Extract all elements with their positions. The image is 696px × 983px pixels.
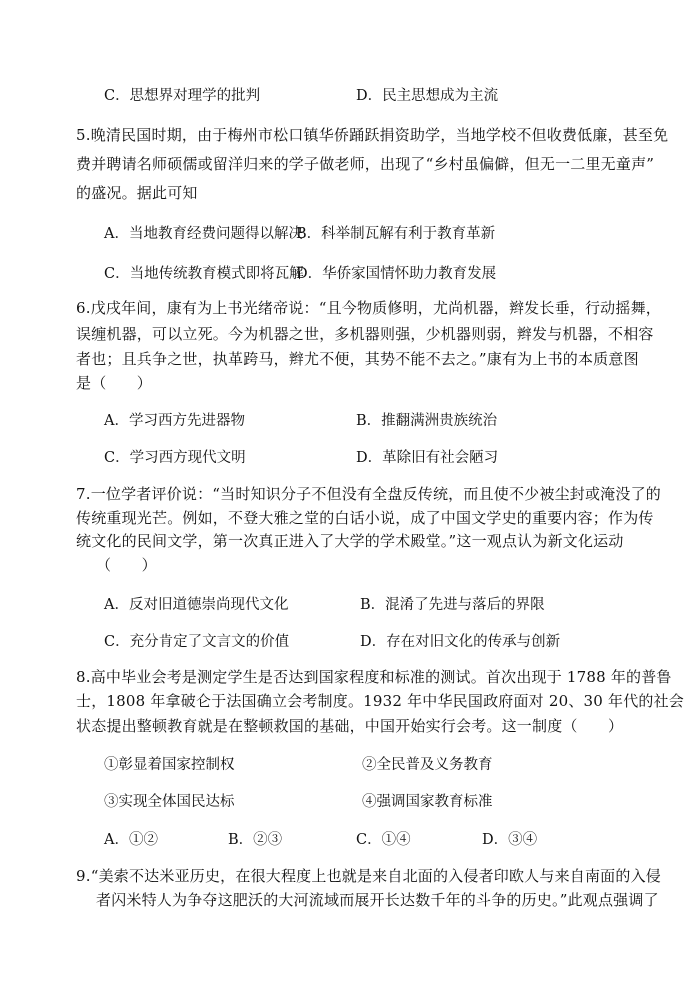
q7-line-2: 传统重现光芒。例如，不登大雅之堂的白话小说，成了中国文学史的重要内容；作为传: [76, 509, 654, 527]
q5-line-2: 费并聘请名师硕儒或留洋归来的学子做老师，出现了“乡村虽偏僻，但无一二里无童声”: [76, 155, 655, 173]
q8-option-d: D．③④: [482, 832, 538, 848]
q5-option-b: B．科举制瓦解有利于教育革新: [296, 226, 496, 242]
q8-line-2: 士，1808 年拿破仑于法国确立会考制度。1932 年中华民国政府面对 20、30 年代的社会: [76, 692, 684, 710]
q7-line-4: （ ）: [96, 556, 157, 574]
q7-line-3: 统文化的民间文学，第一次真正进入了大学的学术殿堂。”这一观点认为新文化运动: [76, 532, 624, 550]
q6-option-c: C．学习西方现代文明: [104, 450, 246, 466]
q8-item-1: ①彰显着国家控制权: [104, 757, 235, 773]
q7-option-d: D．存在对旧文化的传承与创新: [360, 634, 561, 650]
q6-line-2: 误缠机器，可以立死。今为机器之世，多机器则强，少机器则弱，辫发与机器，不相容: [76, 325, 654, 343]
q8-option-b: B．②③: [228, 832, 283, 848]
q5-option-c: C．当地传统教育模式即将瓦解: [104, 266, 304, 282]
q8-line-3: 状态提出整顿教育就是在整顿救国的基础，中国开始实行会考。这一制度（ ）: [76, 717, 624, 735]
q6-line-3: 者也；且兵争之世，执革跨马，辫尤不便，其势不能不去之。”康有为上书的本质意图: [76, 350, 639, 368]
q7-option-b: B．混淆了先进与落后的界限: [360, 597, 545, 613]
q4-option-c: C．思想界对理学的批判: [104, 88, 261, 104]
q8-item-2: ②全民普及义务教育: [362, 757, 493, 773]
q5-option-a: A．当地教育经费问题得以解决: [104, 226, 303, 242]
q8-option-c: C．①④: [356, 832, 411, 848]
q8-item-3: ③实现全体国民达标: [104, 794, 235, 810]
q6-line-4: 是（ ）: [76, 374, 153, 392]
q7-option-c: C．充分肯定了文言文的价值: [104, 634, 290, 650]
q9-line-2: 者闪米特人为争夺这肥沃的大河流域而展开长达数千年的斗争的历史。”此观点强调了: [96, 891, 659, 909]
q8-option-a: A．①②: [104, 832, 158, 848]
q8-item-4: ④强调国家教育标准: [362, 794, 493, 810]
q6-line-1: 6.戊戌年间，康有为上书光绪帝说：“且今物质修明，尤尚机器，辫发长垂，行动摇舞，: [76, 299, 661, 317]
q6-option-a: A．学习西方先进器物: [104, 413, 245, 429]
q6-option-b: B．推翻满洲贵族统治: [356, 413, 498, 429]
q9-line-1: 9.“美索不达米亚历史，在很大程度上也就是来自北面的入侵者印欧人与来自南面的入侵: [76, 867, 661, 885]
q4-option-d: D．民主思想成为主流: [356, 88, 499, 104]
q7-option-a: A．反对旧道德崇尚现代文化: [104, 597, 289, 613]
q8-line-1: 8.高中毕业会考是测定学生是否达到国家程度和标准的测试。首次出现于 1788 年的普鲁: [76, 668, 672, 686]
q6-option-d: D．革除旧有社会陋习: [356, 450, 499, 466]
q7-line-1: 7.一位学者评价说：“当时知识分子不但没有全盘反传统，而且使不少被尘封或淹没了的: [76, 485, 661, 503]
q5-line-1: 5.晚清民国时期，由于梅州市松口镇华侨踊跃捐资助学，当地学校不但收费低廉，甚至免: [76, 126, 669, 144]
q5-option-d: D．华侨家国情怀助力教育发展: [296, 266, 497, 282]
q5-line-3: 的盛况。据此可知: [76, 184, 198, 202]
